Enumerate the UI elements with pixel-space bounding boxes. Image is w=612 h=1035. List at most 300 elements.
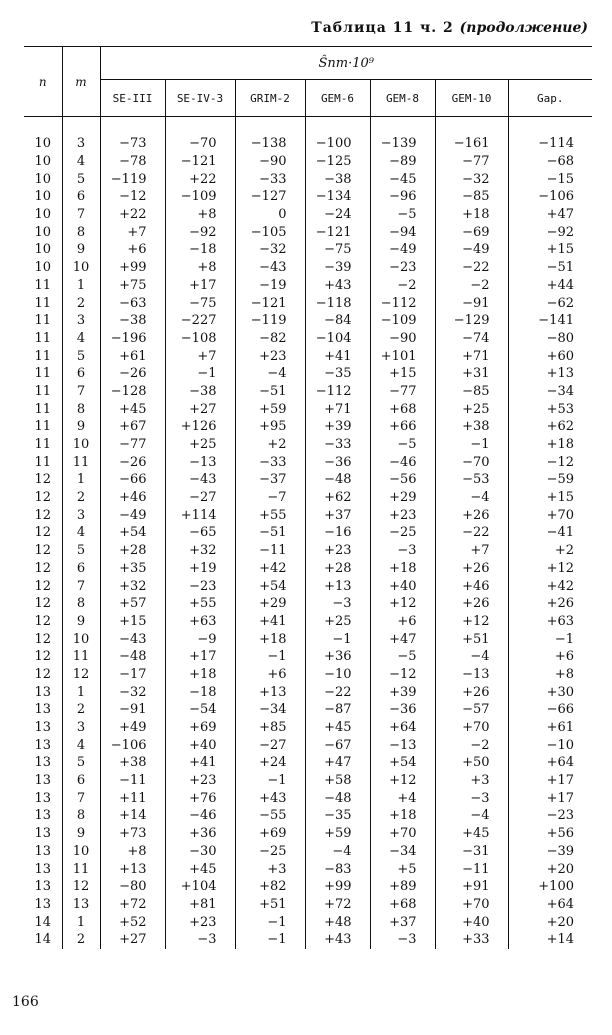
cell-value: −5: [370, 206, 435, 224]
cell-value: +81: [165, 896, 235, 914]
cell-value: +37: [305, 506, 370, 524]
cell-value: +99: [305, 878, 370, 896]
header-m: m: [62, 47, 100, 117]
cell-value: −33: [305, 436, 370, 454]
cell-value: +45: [305, 719, 370, 737]
cell-value: +61: [100, 347, 165, 365]
cell-value: +14: [100, 807, 165, 825]
cell-value: −2: [370, 277, 435, 295]
cell-n: 13: [34, 684, 52, 700]
cell-n: 13: [34, 826, 52, 842]
cell-value: −22: [305, 683, 370, 701]
cell-value: −121: [235, 294, 305, 312]
cell-n: 11: [34, 295, 52, 311]
cell-value: +35: [100, 560, 165, 578]
cell-value: +36: [305, 648, 370, 666]
cell-value: +36: [165, 825, 235, 843]
table-row: [24, 400, 592, 418]
table-row: [24, 506, 592, 524]
cell-value: −15: [508, 170, 592, 188]
cell-value: +50: [435, 754, 508, 772]
cell-value: +29: [235, 595, 305, 613]
cell-m: 7: [62, 383, 100, 401]
cell-value: −138: [235, 117, 305, 153]
cell-value: +13: [305, 577, 370, 595]
cell-value: +7: [100, 223, 165, 241]
cell-m: 9: [62, 241, 100, 259]
cell-m: 9: [62, 613, 100, 631]
cell-value: +37: [370, 913, 435, 931]
cell-value: +47: [508, 206, 592, 224]
cell-value: +41: [305, 347, 370, 365]
table-row: [24, 666, 592, 684]
cell-value: +24: [235, 754, 305, 772]
table-row: [24, 577, 592, 595]
cell-n: 12: [34, 631, 52, 647]
cell-value: +54: [235, 577, 305, 595]
cell-value: −90: [370, 330, 435, 348]
table-row: [24, 648, 592, 666]
cell-value: −114: [508, 117, 592, 153]
table-row: [24, 736, 592, 754]
cell-m: 8: [62, 400, 100, 418]
cell-value: +42: [235, 560, 305, 578]
table-row: [24, 489, 592, 507]
cell-value: +26: [435, 683, 508, 701]
cell-value: −39: [305, 259, 370, 277]
cell-value: −49: [435, 241, 508, 259]
cell-value: −83: [305, 860, 370, 878]
cell-m: 5: [62, 754, 100, 772]
cell-value: −1: [435, 436, 508, 454]
cell-value: −11: [100, 772, 165, 790]
cell-value: +13: [508, 365, 592, 383]
table-row: [24, 825, 592, 843]
cell-value: −12: [508, 453, 592, 471]
cell-value: +8: [100, 843, 165, 861]
cell-n: 10: [34, 224, 52, 240]
cell-value: +95: [235, 418, 305, 436]
cell-m: 3: [62, 312, 100, 330]
cell-n: 11: [34, 366, 52, 382]
cell-value: +28: [305, 560, 370, 578]
cell-m: 9: [62, 418, 100, 436]
cell-value: +45: [100, 400, 165, 418]
cell-value: +33: [435, 931, 508, 949]
cell-value: −119: [100, 170, 165, 188]
cell-value: −1: [235, 913, 305, 931]
cell-value: +70: [435, 896, 508, 914]
cell-value: +39: [305, 418, 370, 436]
cell-value: −38: [165, 383, 235, 401]
table-row: [24, 188, 592, 206]
cell-value: −51: [235, 383, 305, 401]
cell-m: 2: [62, 931, 100, 949]
cell-value: +2: [235, 436, 305, 454]
cell-m: 12: [62, 666, 100, 684]
cell-n: 10: [34, 154, 52, 170]
cell-value: −27: [235, 736, 305, 754]
cell-value: +15: [508, 489, 592, 507]
cell-value: +49: [100, 719, 165, 737]
cell-n: 11: [34, 330, 52, 346]
cell-value: +47: [305, 754, 370, 772]
table-row: [24, 807, 592, 825]
cell-value: −121: [305, 223, 370, 241]
cell-value: +53: [508, 400, 592, 418]
column-header: GEM-8: [370, 80, 435, 117]
column-header: GEM-6: [305, 80, 370, 117]
cell-m: 10: [62, 259, 100, 277]
cell-value: −30: [165, 843, 235, 861]
cell-n: 12: [34, 596, 52, 612]
table-row: [24, 613, 592, 631]
cell-m: 11: [62, 453, 100, 471]
cell-value: −23: [508, 807, 592, 825]
cell-n: 12: [34, 560, 52, 576]
cell-value: −119: [235, 312, 305, 330]
cell-value: +12: [508, 560, 592, 578]
cell-m: 5: [62, 170, 100, 188]
cell-n: 12: [34, 472, 52, 488]
cell-value: +23: [305, 542, 370, 560]
cell-m: 3: [62, 117, 100, 153]
column-header: GRIM-2: [235, 80, 305, 117]
table-row: [24, 560, 592, 578]
cell-value: +75: [100, 277, 165, 295]
cell-value: +72: [100, 896, 165, 914]
table-row: [24, 170, 592, 188]
cell-m: 11: [62, 648, 100, 666]
cell-value: +6: [235, 666, 305, 684]
cell-value: +69: [165, 719, 235, 737]
cell-value: +71: [435, 347, 508, 365]
cell-value: −13: [370, 736, 435, 754]
cell-value: +54: [100, 524, 165, 542]
cell-value: −85: [435, 188, 508, 206]
cell-value: +12: [370, 772, 435, 790]
cell-m: 8: [62, 595, 100, 613]
cell-value: −75: [165, 294, 235, 312]
table-caption: [311, 20, 588, 36]
cell-n: 13: [34, 896, 52, 912]
cell-value: +82: [235, 878, 305, 896]
cell-m: 5: [62, 542, 100, 560]
cell-value: −9: [165, 630, 235, 648]
cell-value: −141: [508, 312, 592, 330]
cell-value: −48: [305, 471, 370, 489]
cell-value: +56: [508, 825, 592, 843]
cell-value: −1: [305, 630, 370, 648]
cell-n: 13: [34, 790, 52, 806]
cell-value: +26: [508, 595, 592, 613]
cell-value: −129: [435, 312, 508, 330]
cell-value: +60: [508, 347, 592, 365]
header-group: Ŝnm·10⁹: [100, 47, 592, 80]
cell-n: 11: [34, 454, 52, 470]
cell-value: +30: [508, 683, 592, 701]
cell-n: 12: [34, 525, 52, 541]
cell-value: +40: [165, 736, 235, 754]
cell-value: +91: [435, 878, 508, 896]
cell-value: +63: [508, 613, 592, 631]
cell-value: +48: [305, 913, 370, 931]
page-number: 166: [12, 994, 39, 1010]
cell-value: −196: [100, 330, 165, 348]
cell-value: +126: [165, 418, 235, 436]
table-row: [24, 259, 592, 277]
cell-value: −70: [165, 117, 235, 153]
cell-value: −25: [370, 524, 435, 542]
table-row: [24, 719, 592, 737]
cell-value: +64: [508, 896, 592, 914]
cell-value: −34: [508, 383, 592, 401]
table-row: [24, 860, 592, 878]
cell-n: 11: [34, 348, 52, 364]
cell-value: +8: [508, 666, 592, 684]
cell-value: +15: [370, 365, 435, 383]
table-row: [24, 294, 592, 312]
cell-value: +42: [508, 577, 592, 595]
cell-value: −139: [370, 117, 435, 153]
cell-m: 4: [62, 736, 100, 754]
table-row: [24, 365, 592, 383]
cell-value: +32: [100, 577, 165, 595]
cell-value: +70: [370, 825, 435, 843]
cell-value: −74: [435, 330, 508, 348]
cell-value: +27: [100, 931, 165, 949]
cell-n: 11: [34, 383, 52, 399]
cell-value: −26: [100, 365, 165, 383]
cell-value: +23: [165, 772, 235, 790]
cell-value: +25: [435, 400, 508, 418]
cell-m: 8: [62, 807, 100, 825]
cell-value: +15: [100, 613, 165, 631]
cell-value: −4: [435, 648, 508, 666]
cell-value: +38: [100, 754, 165, 772]
cell-value: +13: [235, 683, 305, 701]
cell-value: −12: [100, 188, 165, 206]
cell-n: 10: [34, 189, 52, 205]
cell-value: −89: [370, 153, 435, 171]
cell-n: 13: [34, 773, 52, 789]
cell-value: −4: [305, 843, 370, 861]
cell-value: −92: [165, 223, 235, 241]
cell-value: +4: [370, 789, 435, 807]
cell-m: 4: [62, 153, 100, 171]
table-row: [24, 277, 592, 295]
cell-value: −63: [100, 294, 165, 312]
cell-value: +26: [435, 595, 508, 613]
cell-value: −12: [370, 666, 435, 684]
cell-value: +55: [235, 506, 305, 524]
cell-value: −105: [235, 223, 305, 241]
cell-m: 1: [62, 683, 100, 701]
cell-n: 14: [34, 914, 52, 930]
cell-value: +17: [508, 772, 592, 790]
cell-value: +18: [508, 436, 592, 454]
cell-value: −227: [165, 312, 235, 330]
column-header: SE-III: [100, 80, 165, 117]
cell-value: +2: [508, 542, 592, 560]
cell-value: −43: [100, 630, 165, 648]
cell-m: 9: [62, 825, 100, 843]
cell-value: −7: [235, 489, 305, 507]
cell-value: +73: [100, 825, 165, 843]
coefficient-table: [24, 46, 592, 949]
cell-value: +40: [370, 577, 435, 595]
cell-value: +51: [235, 896, 305, 914]
cell-n: 12: [34, 666, 52, 682]
cell-value: +29: [370, 489, 435, 507]
cell-value: −112: [305, 383, 370, 401]
column-header: Gap.: [508, 80, 592, 117]
cell-value: +31: [435, 365, 508, 383]
cell-value: +104: [165, 878, 235, 896]
cell-value: −32: [435, 170, 508, 188]
cell-value: +23: [165, 913, 235, 931]
cell-value: +3: [235, 860, 305, 878]
cell-value: +62: [508, 418, 592, 436]
cell-value: +45: [435, 825, 508, 843]
cell-m: 10: [62, 843, 100, 861]
cell-value: +63: [165, 613, 235, 631]
cell-value: −5: [370, 436, 435, 454]
cell-value: −19: [235, 277, 305, 295]
cell-value: −121: [165, 153, 235, 171]
cell-value: −57: [435, 701, 508, 719]
cell-value: −43: [235, 259, 305, 277]
cell-value: −32: [235, 241, 305, 259]
cell-value: +38: [435, 418, 508, 436]
cell-value: −91: [100, 701, 165, 719]
cell-value: −87: [305, 701, 370, 719]
cell-value: −48: [100, 648, 165, 666]
cell-value: −51: [235, 524, 305, 542]
cell-value: −100: [305, 117, 370, 153]
cell-value: −5: [370, 648, 435, 666]
cell-value: −36: [305, 453, 370, 471]
cell-value: +18: [435, 206, 508, 224]
cell-value: −84: [305, 312, 370, 330]
cell-value: +17: [165, 277, 235, 295]
caption-label: Таблица 11 ч. 2: [311, 20, 454, 36]
cell-value: −91: [435, 294, 508, 312]
cell-m: 6: [62, 772, 100, 790]
cell-n: 12: [34, 649, 52, 665]
cell-value: −51: [508, 259, 592, 277]
cell-n: 11: [34, 419, 52, 435]
table-row: [24, 843, 592, 861]
cell-m: 7: [62, 789, 100, 807]
cell-m: 7: [62, 206, 100, 224]
cell-value: −75: [305, 241, 370, 259]
table-row: [24, 896, 592, 914]
cell-m: 10: [62, 630, 100, 648]
cell-value: +6: [370, 613, 435, 631]
cell-value: +52: [100, 913, 165, 931]
cell-value: −73: [100, 117, 165, 153]
cell-value: +41: [165, 754, 235, 772]
cell-value: +25: [165, 436, 235, 454]
cell-value: +43: [305, 277, 370, 295]
cell-value: −106: [508, 188, 592, 206]
cell-value: −4: [235, 365, 305, 383]
cell-value: +23: [370, 506, 435, 524]
cell-value: +70: [435, 719, 508, 737]
cell-value: −18: [165, 241, 235, 259]
cell-n: 13: [34, 879, 52, 895]
cell-n: 13: [34, 755, 52, 771]
cell-value: −82: [235, 330, 305, 348]
cell-value: +66: [370, 418, 435, 436]
cell-value: −10: [305, 666, 370, 684]
cell-value: +54: [370, 754, 435, 772]
cell-value: −70: [435, 453, 508, 471]
cell-value: −22: [435, 259, 508, 277]
cell-value: −4: [435, 489, 508, 507]
cell-m: 3: [62, 719, 100, 737]
cell-value: −1: [165, 365, 235, 383]
cell-m: 6: [62, 560, 100, 578]
cell-m: 12: [62, 878, 100, 896]
cell-value: +12: [370, 595, 435, 613]
cell-value: +15: [508, 241, 592, 259]
cell-value: +55: [165, 595, 235, 613]
cell-value: −45: [370, 170, 435, 188]
cell-value: −3: [305, 595, 370, 613]
table-row: [24, 312, 592, 330]
cell-value: −125: [305, 153, 370, 171]
cell-value: −3: [165, 931, 235, 949]
header-n: n: [24, 47, 62, 117]
cell-value: −127: [235, 188, 305, 206]
cell-value: +22: [100, 206, 165, 224]
cell-value: +3: [435, 772, 508, 790]
cell-value: −39: [508, 843, 592, 861]
cell-m: 6: [62, 365, 100, 383]
cell-n: 10: [34, 171, 52, 187]
cell-value: −38: [100, 312, 165, 330]
cell-value: +68: [370, 400, 435, 418]
cell-value: −1: [508, 630, 592, 648]
cell-value: −34: [370, 843, 435, 861]
table-row: [24, 223, 592, 241]
cell-m: 7: [62, 577, 100, 595]
table-row: [24, 347, 592, 365]
cell-value: +32: [165, 542, 235, 560]
cell-value: −56: [370, 471, 435, 489]
cell-value: +61: [508, 719, 592, 737]
cell-n: 13: [34, 720, 52, 736]
table-row: [24, 524, 592, 542]
cell-value: +71: [305, 400, 370, 418]
cell-value: −36: [370, 701, 435, 719]
cell-value: +18: [370, 560, 435, 578]
cell-value: +22: [165, 170, 235, 188]
cell-n: 12: [34, 490, 52, 506]
cell-value: −35: [305, 365, 370, 383]
cell-value: +27: [165, 400, 235, 418]
cell-value: +67: [100, 418, 165, 436]
cell-value: +12: [435, 613, 508, 631]
cell-m: 1: [62, 471, 100, 489]
cell-value: −80: [508, 330, 592, 348]
table-row: [24, 931, 592, 949]
cell-m: 10: [62, 436, 100, 454]
cell-n: 13: [34, 861, 52, 877]
cell-value: +46: [100, 489, 165, 507]
